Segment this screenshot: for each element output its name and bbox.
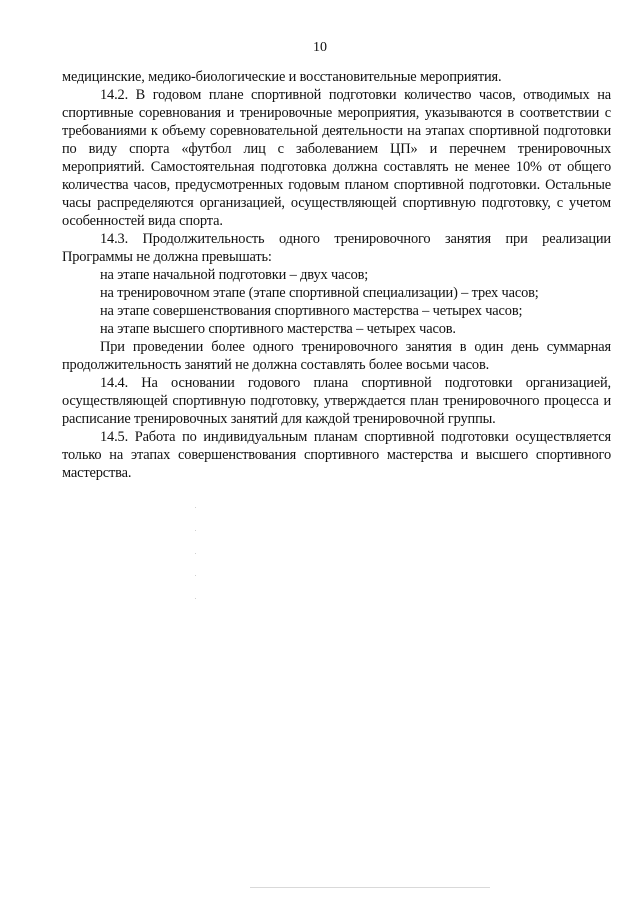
- scan-speck: [195, 530, 196, 531]
- list-item-improvement-stage: на этапе совершенствования спортивного мастерства – четырех часов;: [100, 303, 523, 319]
- list-item-training-stage: на тренировочном этапе (этапе спортивной специализации) – трех часов;: [100, 285, 539, 301]
- paragraph-continuation: медицинские, медико-биологические и восстановительные мероприятия.: [62, 69, 502, 85]
- paragraph-14-2: 14.2. В годовом плане спортивной подготовки количество часов, отводимых на спортивные соревнования и тренировочные мероприятия, указываются в соответствии с требованиями к объему соревновательной деятельности на этапах спортивной подготовки по виду спорта «футбол лиц с заболеванием ЦП» и перечнем тренировочных мероприятий. Самостоятельная подготовка должна составлять не менее 10% от общего количества часов, предусмотренных годовым планом спортивной подготовки. Остальные часы распределяются организацией, осуществляющей спортивную подготовку, с учетом особенностей вида спорта.: [62, 87, 611, 229]
- scan-speck: [195, 598, 196, 599]
- paragraph-14-5: 14.5. Работа по индивидуальным планам спортивной подготовки осуществляется только на этапах совершенствования спортивного мастерства и высшего спортивного мастерства.: [62, 429, 611, 481]
- list-item-higher-mastery-stage: на этапе высшего спортивного мастерства – четырех часов.: [100, 321, 456, 337]
- paragraph-14-3: 14.3. Продолжительность одного тренировочного занятия при реализации Программы не должна превышать:: [62, 231, 611, 265]
- paragraph-14-4: 14.4. На основании годового плана спортивной подготовки организацией, осуществляющей спортивную подготовку, утверждается план тренировочного процесса и расписание тренировочных занятий для каждой тренировочной группы.: [62, 375, 611, 427]
- scan-speck: [195, 553, 196, 554]
- scan-speck: [195, 507, 196, 508]
- document-body: [62, 68, 611, 482]
- scan-speck: [195, 575, 196, 576]
- paragraph-max-duration: При проведении более одного тренировочного занятия в один день суммарная продолжительность занятий не должна составлять более восьми часов.: [62, 339, 611, 373]
- list-item-initial-stage: на этапе начальной подготовки – двух часов;: [100, 267, 369, 283]
- scan-edge-line: [250, 887, 490, 888]
- page-number: 10: [313, 40, 327, 55]
